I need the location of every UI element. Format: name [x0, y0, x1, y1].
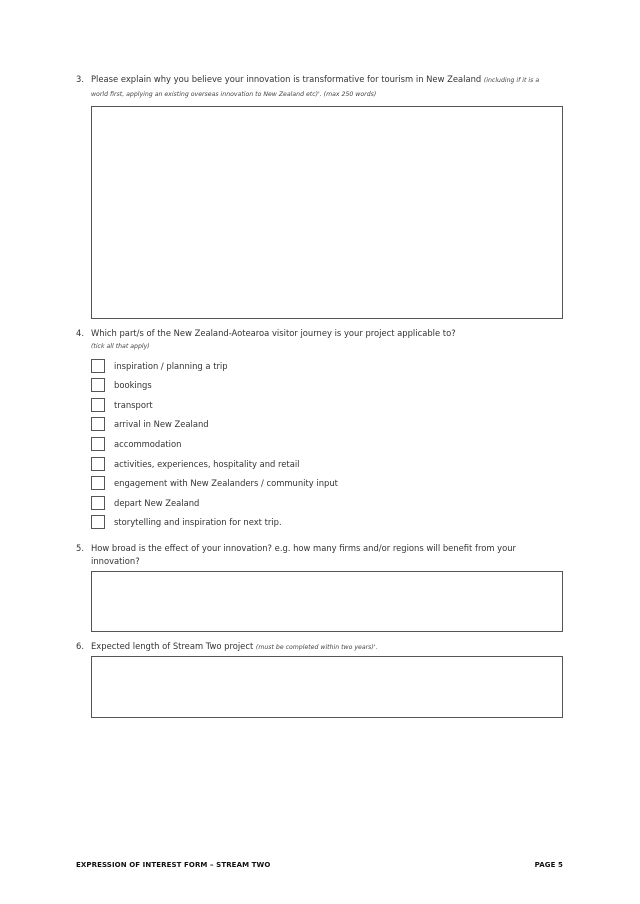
journey-option[interactable]: [91, 476, 338, 491]
checkbox[interactable]: [91, 378, 105, 392]
checkbox[interactable]: [91, 359, 105, 373]
option-label: storytelling and inspiration for next trip.: [114, 517, 282, 528]
checkbox[interactable]: [91, 437, 105, 451]
option-label: accommodation: [114, 438, 182, 449]
journey-option[interactable]: [91, 515, 282, 530]
question-3: [76, 73, 546, 101]
question-text: Expected length of Stream Two project: [91, 641, 254, 651]
question-text: How broad is the effect of your innovation? e.g. how many firms and/or regions will benefit from your innovation?: [91, 543, 516, 566]
q6-answer-field[interactable]: [91, 656, 563, 718]
journey-option[interactable]: [91, 417, 209, 432]
checkbox[interactable]: [91, 476, 105, 490]
journey-option[interactable]: [91, 358, 228, 373]
option-label: activities, experiences, hospitality and retail: [114, 458, 300, 469]
question-number: 5.: [76, 543, 84, 553]
option-label: bookings: [114, 380, 152, 391]
question-note: (tick all that apply): [91, 343, 150, 350]
journey-option[interactable]: [91, 378, 152, 393]
page-number: PAGE 5: [534, 861, 563, 869]
option-label: transport: [114, 399, 153, 410]
question-note: (must be completed within two years)'.: [255, 644, 378, 651]
checkbox[interactable]: [91, 496, 105, 510]
option-label: depart New Zealand: [114, 497, 200, 508]
question-number: 3.: [76, 74, 84, 84]
option-label: inspiration / planning a trip: [114, 360, 228, 371]
journey-option[interactable]: [91, 397, 153, 412]
checkbox[interactable]: [91, 457, 105, 471]
journey-option[interactable]: [91, 456, 300, 471]
q3-answer-field[interactable]: [91, 106, 563, 319]
checkbox[interactable]: [91, 417, 105, 431]
footer-title: EXPRESSION OF INTEREST FORM – STREAM TWO: [76, 861, 271, 869]
checkbox[interactable]: [91, 515, 105, 529]
question-6: [76, 640, 546, 654]
q5-answer-field[interactable]: [91, 571, 563, 632]
question-5: [76, 542, 546, 568]
question-text: Which part/s of the New Zealand-Aotearoa visitor journey is your project applicable to?: [91, 328, 456, 338]
option-label: arrival in New Zealand: [114, 419, 209, 430]
question-number: 6.: [76, 641, 84, 651]
question-note: (including if it is a world first, applying an existing overseas innovation to New Zealand etc)'. (max 250 words): [91, 77, 540, 98]
question-number: 4.: [76, 328, 84, 338]
question-4: [76, 327, 546, 353]
checkbox[interactable]: [91, 398, 105, 412]
question-text: Please explain why you believe your innovation is transformative for tourism in New Zealand: [91, 74, 482, 84]
option-label: engagement with New Zealanders / community input: [114, 478, 338, 489]
journey-option[interactable]: [91, 436, 181, 451]
journey-option[interactable]: [91, 495, 199, 510]
